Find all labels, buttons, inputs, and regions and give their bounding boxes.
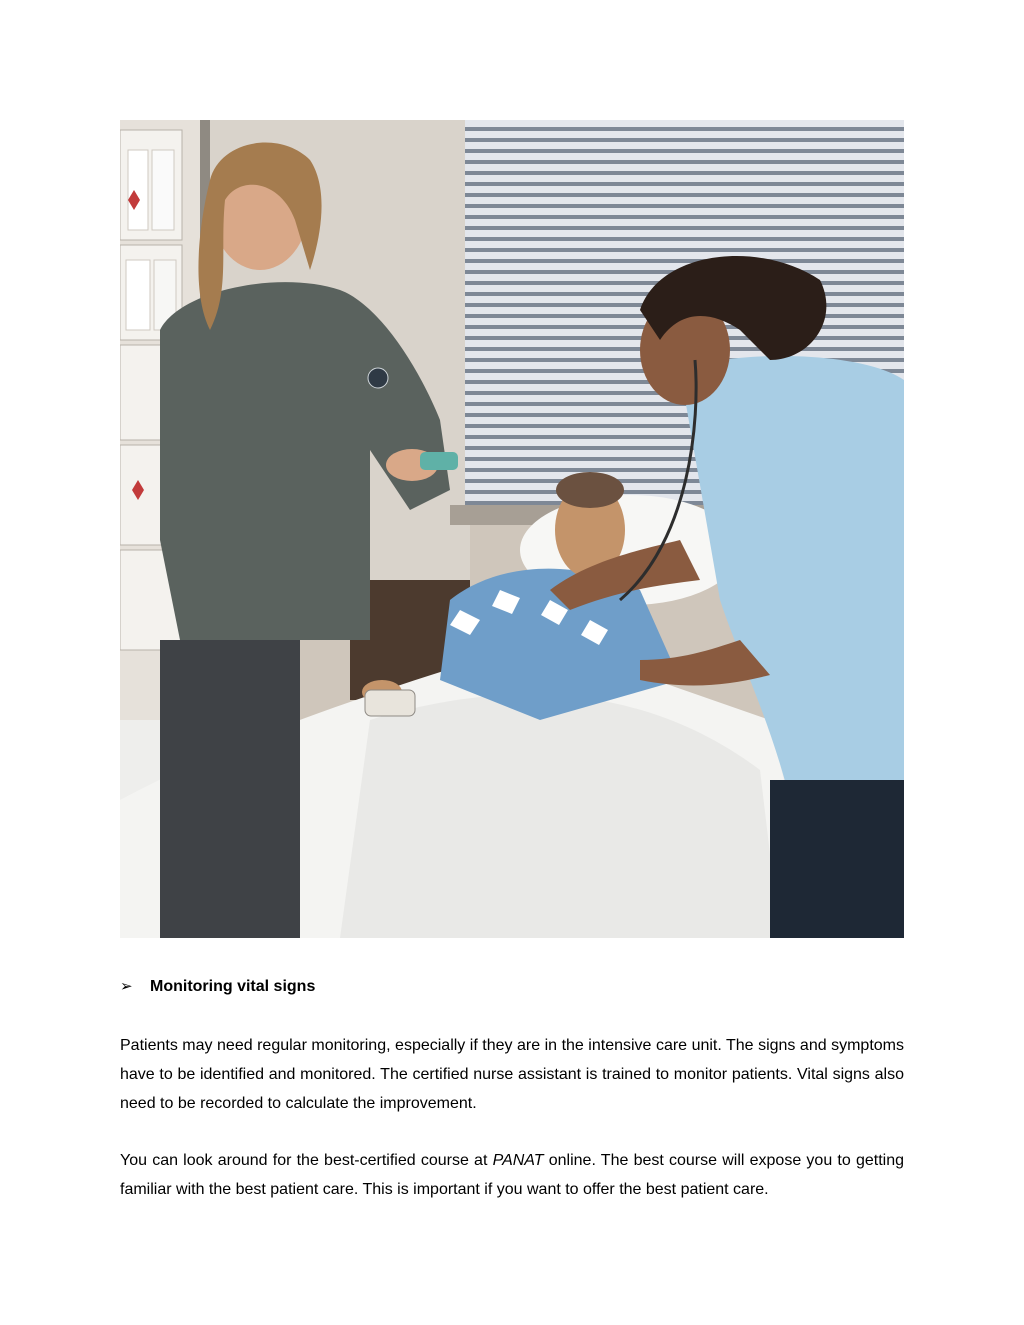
section-heading: Monitoring vital signs	[150, 978, 316, 995]
brand-name: PANAT	[492, 1152, 544, 1169]
paragraph-course-text-start: You can look around for the best-certified course at	[120, 1152, 493, 1169]
paragraph-monitoring: Patients may need regular monitoring, especially if they are in the intensive care unit. The signs and symptoms have to be identified and monitored. The certified nurse assistant is trained to monitor patients. Vital signs also need to be recorded to calculate the improvement.	[120, 1037, 904, 1112]
paragraph-course	[120, 1146, 904, 1204]
nursing-training-photo	[120, 120, 904, 938]
arrow-bullet-icon: ➢	[120, 978, 133, 995]
photo-illustration	[120, 120, 904, 938]
paragraph-course-text-end: online. The best course will expose you to getting familiar with the best patient care. This is important if you want to offer the best patient care.	[120, 1152, 904, 1198]
bullet-item	[120, 976, 315, 998]
